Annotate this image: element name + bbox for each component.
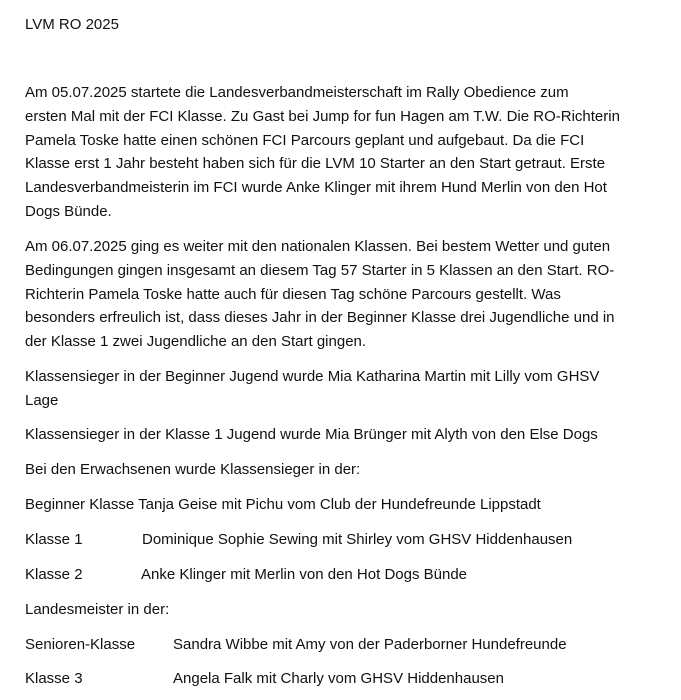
paragraph-line: Klassensieger in der Beginner Jugend wurde Mia Katharina Martin mit Lilly vom GHSV — [25, 368, 600, 385]
paragraph-class1-youth: Klassensieger in der Klasse 1 Jugend wurde Mia Brünger mit Alyth von den Else Dogs — [25, 426, 598, 443]
winner-class-value: Anke Klinger mit Merlin von den Hot Dogs Bünde — [141, 566, 468, 583]
paragraph-beginner-youth — [25, 365, 661, 413]
document-title: LVM RO 2025 — [25, 16, 119, 33]
winner-row-class-2 — [25, 564, 468, 586]
paragraph-line: Richterin Pamela Toske hatte auch für diesen Tag schöne Parcours gestellt. Was — [25, 285, 561, 303]
paragraph-line: Lage — [25, 391, 59, 409]
paragraph-line: Bedingungen gingen insgesamt an diesem Tag 57 Starter in 5 Klassen an den Start. RO- — [25, 261, 615, 279]
paragraph-adults-intro: Bei den Erwachsenen wurde Klassensieger in der: — [25, 461, 361, 478]
paragraph-line: ersten Mal mit der FCI Klasse. Zu Gast bei Jump for fun Hagen am T.W. Die RO-Richterin — [25, 107, 620, 125]
paragraph-line: Am 05.07.2025 startete die Landesverbandmeisterschaft im Rally Obedience zum — [25, 84, 569, 101]
paragraph-national-classes — [25, 235, 661, 354]
winner-class-label: Klasse 2 — [25, 566, 83, 583]
champions-heading: Landesmeister in der: — [25, 601, 170, 618]
champion-row-class-3 — [25, 668, 504, 690]
winner-class-value: Dominique Sophie Sewing mit Shirley vom GHSV Hiddenhausen — [142, 531, 573, 548]
paragraph-line: der Klasse 1 zwei Jugendliche an den Start gingen. — [25, 333, 367, 351]
champion-class-value: Angela Falk mit Charly vom GHSV Hiddenhausen — [173, 670, 504, 687]
winner-row-class-1 — [25, 529, 573, 551]
paragraph-line: besonders erfreulich ist, dass dieses Jahr in der Beginner Klasse drei Jugendliche und in — [25, 309, 615, 327]
paragraph-beginner-adults: Beginner Klasse Tanja Geise mit Pichu vom Club der Hundefreunde Lippstadt — [25, 496, 541, 513]
paragraph-line: Pamela Toske hatte einen schönen FCI Parcours geplant und aufgebaut. Da die FCI — [25, 131, 585, 149]
paragraph-fci-class — [25, 81, 661, 224]
paragraph-line: Am 06.07.2025 ging es weiter mit den nationalen Klassen. Bei bestem Wetter und guten — [25, 238, 611, 255]
paragraph-line: Dogs Bünde. — [25, 202, 112, 220]
champion-row-seniors — [25, 634, 567, 656]
winner-class-label: Klasse 1 — [25, 531, 83, 548]
paragraph-line: Landesverbandmeisterin im FCI wurde Anke Klinger mit ihrem Hund Merlin von den Hot — [25, 179, 607, 197]
champion-class-label: Senioren-Klasse — [25, 636, 136, 653]
champion-class-label: Klasse 3 — [25, 670, 83, 687]
paragraph-line: Klasse erst 1 Jahr besteht haben sich für die LVM 10 Starter an den Start getraut. Erste — [25, 155, 606, 173]
champion-class-value: Sandra Wibbe mit Amy von der Paderborner Hundefreunde — [173, 636, 567, 653]
